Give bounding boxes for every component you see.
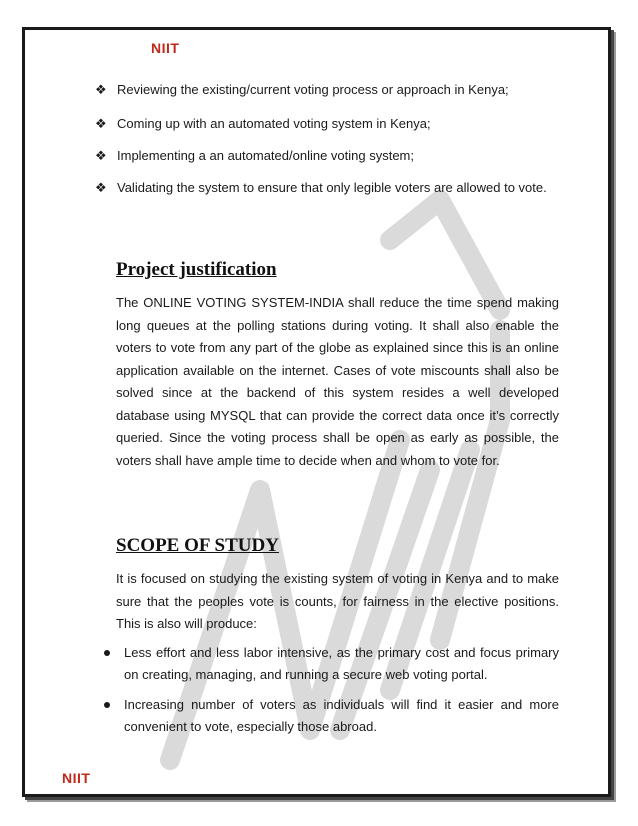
bullet-dot-icon — [104, 650, 110, 656]
scope-list-item: Less effort and less labor intensive, as the primary cost and focus primary on creating, managing, and running a secure web voting portal. — [104, 642, 559, 686]
objective-item: ❖ Reviewing the existing/current voting process or approach in Kenya; — [95, 80, 560, 100]
bullet-dot-icon — [104, 702, 110, 708]
diamond-bullet-icon: ❖ — [95, 180, 107, 195]
justification-body: The ONLINE VOTING SYSTEM-INDIA shall reduce the time spend making long queues at the polling stations during voting. It shall also enable the voters to vote from any part of the globe as explained since this is an online application available on the internet. Cases of vote miscounts shall also be solved since at the backend of this system resides a well developed database using MYSQL that can provide the correct data once it’s correctly queried. Since the voting process shall be open as early as possible, the voters shall have ample time to decide when and whom to vote for. — [116, 295, 559, 468]
objective-item: ❖ Coming up with an automated voting system in Kenya; — [95, 114, 560, 134]
objective-item: ❖ Implementing a an automated/online voting system; — [95, 146, 560, 166]
diamond-bullet-icon: ❖ — [95, 116, 107, 131]
scope-heading: SCOPE OF STUDY — [116, 535, 279, 556]
objective-item: ❖ Validating the system to ensure that only legible voters are allowed to vote. — [95, 178, 560, 198]
diamond-bullet-icon: ❖ — [95, 148, 107, 163]
header-niit-logo: NIIT — [151, 40, 180, 56]
footer-niit-logo: NIIT — [62, 770, 91, 786]
scope-intro: It is focused on studying the existing system of voting in Kenya and to make sure that the peoples vote is counts, for fairness in the elective positions. This is also will produce: — [116, 571, 559, 631]
diamond-bullet-icon: ❖ — [95, 82, 107, 97]
justification-heading: Project justification — [116, 259, 277, 280]
scope-list-item: Increasing number of voters as individuals will find it easier and more convenient to vote, especially those abroad. — [104, 694, 559, 738]
